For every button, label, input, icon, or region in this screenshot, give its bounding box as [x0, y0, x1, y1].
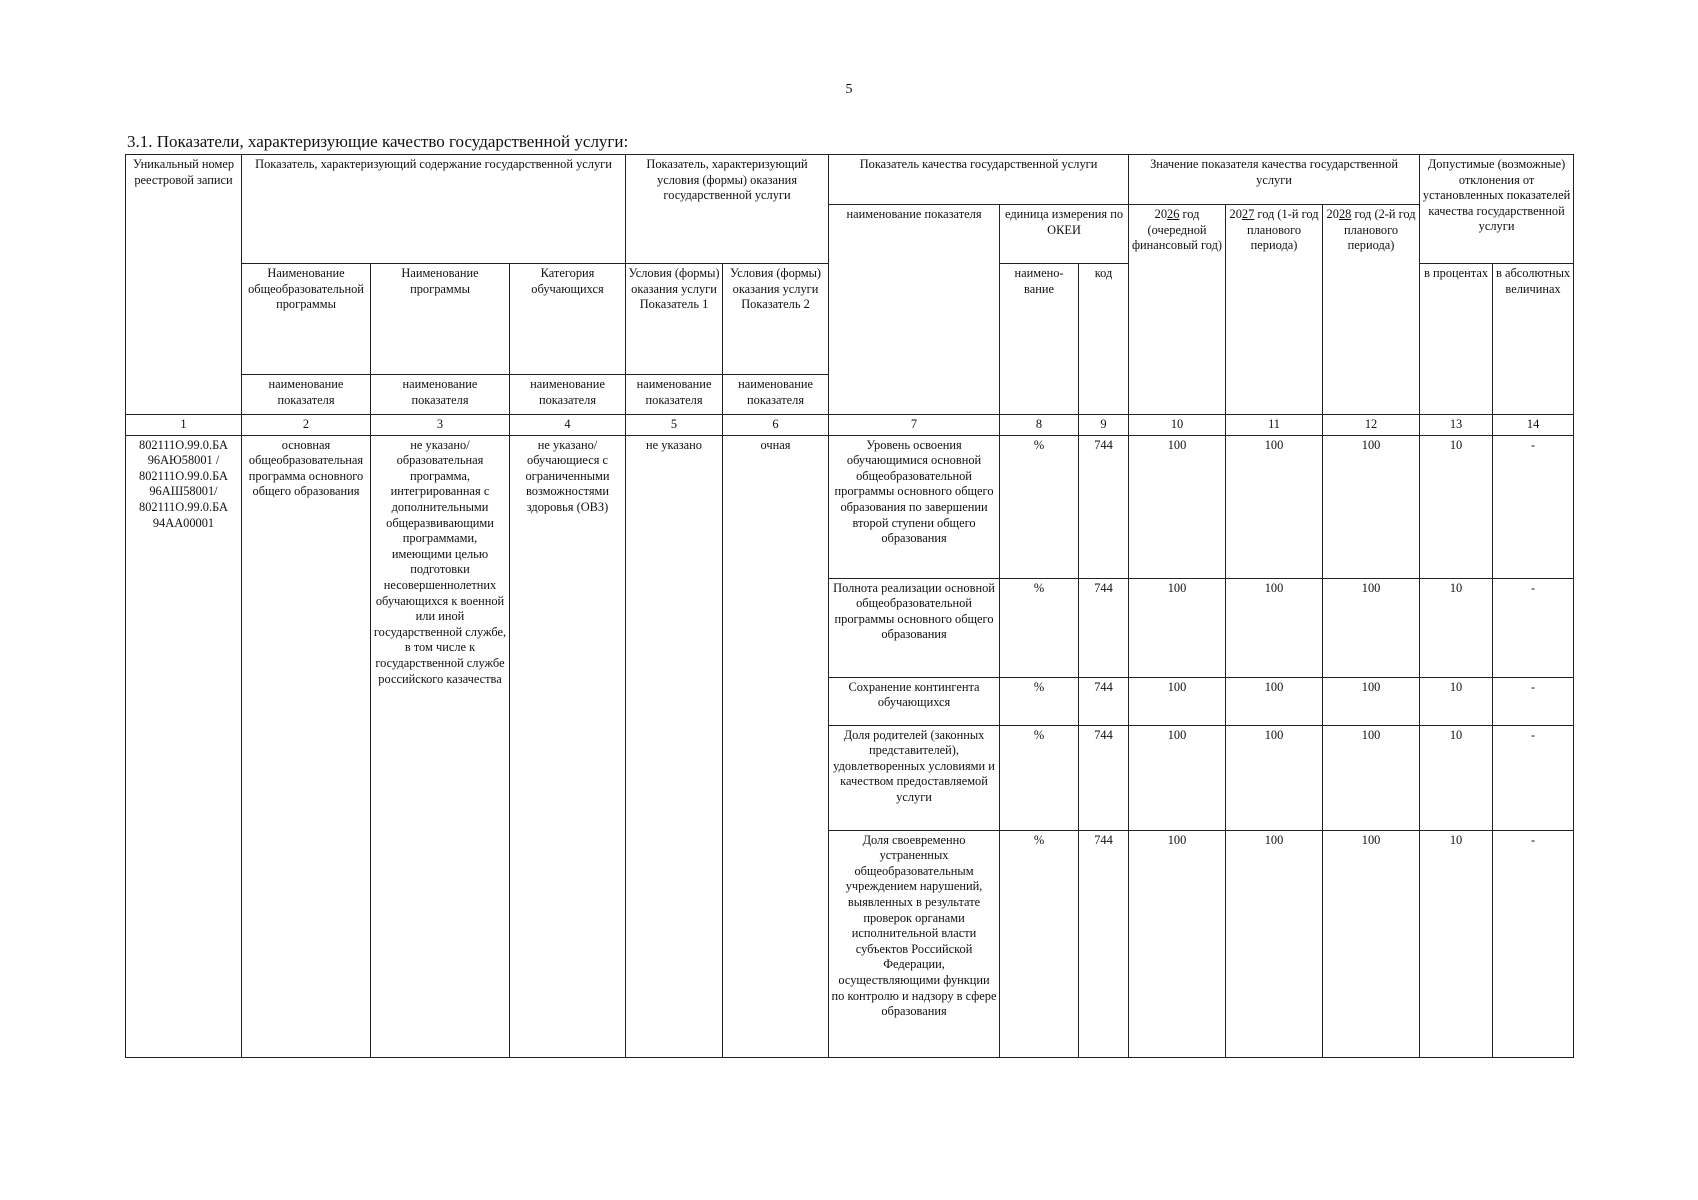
subheader-indicator-name-4: наименование показателя: [510, 375, 626, 415]
header-program-name: Наименование программы: [371, 264, 510, 375]
subheader-indicator-name-3: наименование показателя: [371, 375, 510, 415]
year-value: 26: [1167, 207, 1180, 221]
column-number: 14: [1493, 415, 1574, 436]
header-quality-value: Значение показателя качества государственной услуги: [1129, 155, 1420, 205]
indicator-value-2026: 100: [1129, 435, 1226, 578]
header-deviations: Допустимые (возможные) отклонения от установленных показателей качества государственной услуги: [1420, 155, 1574, 264]
header-condition-1: Условия (формы) оказания услуги Показатель 1: [626, 264, 723, 375]
indicator-value-2028: 100: [1323, 725, 1420, 830]
year-suffix: год (очередной финансовый год): [1132, 207, 1223, 253]
deviation-percent: 10: [1420, 435, 1493, 578]
column-number: 4: [510, 415, 626, 436]
header-quality-indicator: Показатель качества государственной услуги: [829, 155, 1129, 205]
indicator-value-2027: 100: [1226, 725, 1323, 830]
indicator-code: 744: [1079, 435, 1129, 578]
deviation-absolute: -: [1493, 435, 1574, 578]
column-number: 9: [1079, 415, 1129, 436]
indicator-code: 744: [1079, 725, 1129, 830]
indicator-value-2028: 100: [1323, 578, 1420, 677]
students-category: не указано/ обучающиеся с ограниченными возможностями здоровья (ОВЗ): [510, 435, 626, 1057]
indicator-name: Доля своевременно устраненных общеобразовательным учреждением нарушений, выявленных в результате проверок органами исполнительной власти субъектов Российской Федерации, осуществляющими функции по контролю и надзору в сфере образования: [829, 830, 1000, 1057]
year-prefix: 20: [1229, 207, 1242, 221]
indicator-name: Доля родителей (законных представителей), удовлетворенных условиями и качеством предоставляемой услуги: [829, 725, 1000, 830]
subheader-indicator-name-5: наименование показателя: [626, 375, 723, 415]
column-number: 6: [723, 415, 829, 436]
indicator-name: Полнота реализации основной общеобразовательной программы основного общего образования: [829, 578, 1000, 677]
header-condition-2: Условия (формы) оказания услуги Показатель 2: [723, 264, 829, 375]
column-number: 3: [371, 415, 510, 436]
column-number: 1: [126, 415, 242, 436]
indicator-unit: %: [1000, 677, 1079, 725]
header-unique-number: Уникальный номер реестровой записи: [126, 155, 242, 415]
program-type: основная общеобразовательная программа основного общего образования: [242, 435, 371, 1057]
indicator-unit: %: [1000, 725, 1079, 830]
deviation-percent: 10: [1420, 725, 1493, 830]
section-title: 3.1. Показатели, характеризующие качество государственной услуги:: [127, 132, 629, 151]
indicator-code: 744: [1079, 578, 1129, 677]
year-suffix: год (1-й год планового периода): [1246, 207, 1319, 253]
column-number: 8: [1000, 415, 1079, 436]
header-year-2028: [1323, 205, 1420, 415]
column-number: 13: [1420, 415, 1493, 436]
indicator-code: 744: [1079, 830, 1129, 1057]
indicator-value-2028: 100: [1323, 435, 1420, 578]
indicator-value-2028: 100: [1323, 830, 1420, 1057]
year-prefix: 20: [1154, 207, 1168, 221]
header-in-absolute: в абсолютных величинах: [1493, 264, 1574, 415]
indicator-name: Уровень освоения обучающимися основной общеобразовательной программы основного общего образования по завершении второй ступени общего образования: [829, 435, 1000, 578]
column-number: 5: [626, 415, 723, 436]
deviation-absolute: -: [1493, 578, 1574, 677]
deviation-absolute: -: [1493, 677, 1574, 725]
year-value: 27: [1241, 207, 1255, 221]
indicator-value-2026: 100: [1129, 677, 1226, 725]
header-indicator-name: наименование показателя: [829, 205, 1000, 415]
header-unit-okei: единица измерения по ОКЕИ: [1000, 205, 1129, 264]
deviation-percent: 10: [1420, 830, 1493, 1057]
year-suffix: год (2-й год планового периода): [1344, 207, 1416, 253]
header-year-2026: [1129, 205, 1226, 415]
header-students-category: Категория обучающихся: [510, 264, 626, 375]
header-conditions-indicator: Показатель, характеризующий условия (формы) оказания государственной услуги: [626, 155, 829, 264]
header-year-2027: [1226, 205, 1323, 415]
header-in-percent: в процентах: [1420, 264, 1493, 415]
indicator-value-2027: 100: [1226, 578, 1323, 677]
program-name: не указано/ образовательная программа, интегрированная с дополнительными общеразвивающими программами, имеющими целью подготовки несовершеннолетних обучающихся к военной или иной государственной службе, в том числе к государственной службе российского казачества: [371, 435, 510, 1057]
subheader-indicator-name-2: наименование показателя: [242, 375, 371, 415]
indicator-value-2028: 100: [1323, 677, 1420, 725]
header-content-indicator: Показатель, характеризующий содержание государственной услуги: [242, 155, 626, 264]
quality-indicators-table: [125, 154, 1574, 1058]
column-number: 12: [1323, 415, 1420, 436]
column-number: 11: [1226, 415, 1323, 436]
deviation-percent: 10: [1420, 677, 1493, 725]
indicator-value-2026: 100: [1129, 725, 1226, 830]
indicator-value-2026: 100: [1129, 830, 1226, 1057]
indicator-value-2027: 100: [1226, 830, 1323, 1057]
indicator-unit: %: [1000, 578, 1079, 677]
indicator-code: 744: [1079, 677, 1129, 725]
column-number: 7: [829, 415, 1000, 436]
header-unit-code: код: [1079, 264, 1129, 415]
year-prefix: 20: [1326, 207, 1339, 221]
header-unit-name: наимено-вание: [1000, 264, 1079, 415]
subheader-indicator-name-6: наименование показателя: [723, 375, 829, 415]
registry-number: 802111О.99.0.БА 96АЮ58001 / 802111О.99.0.БА 96АШ58001/ 802111О.99.0.БА 94АА00001: [126, 435, 242, 1057]
deviation-absolute: -: [1493, 725, 1574, 830]
year-value: 28: [1338, 207, 1352, 221]
indicator-name: Сохранение контингента обучающихся: [829, 677, 1000, 725]
page-number: 5: [845, 82, 853, 97]
indicator-value-2026: 100: [1129, 578, 1226, 677]
deviation-absolute: -: [1493, 830, 1574, 1057]
column-number: 2: [242, 415, 371, 436]
condition-2: очная: [723, 435, 829, 1057]
indicator-unit: %: [1000, 830, 1079, 1057]
column-number: 10: [1129, 415, 1226, 436]
indicator-value-2027: 100: [1226, 435, 1323, 578]
header-program-type: Наименование общеобразовательной программы: [242, 264, 371, 375]
indicator-unit: %: [1000, 435, 1079, 578]
table-row: [126, 435, 1574, 578]
indicator-value-2027: 100: [1226, 677, 1323, 725]
condition-1: не указано: [626, 435, 723, 1057]
deviation-percent: 10: [1420, 578, 1493, 677]
